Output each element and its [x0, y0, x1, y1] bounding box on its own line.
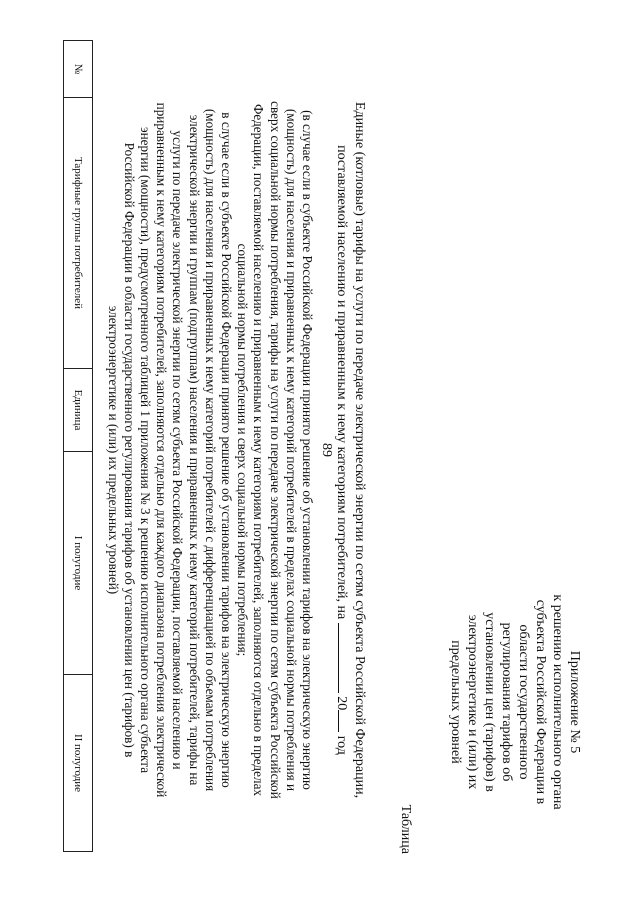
body-line: электроэнергетике и (или) их предельных уровней) — [105, 305, 121, 595]
title-line-2-end: год — [334, 735, 349, 755]
appendix-line: Приложение № 5 — [567, 650, 582, 754]
body-line: социальной нормы потребления и сверх социальной нормы потребления; — [235, 243, 251, 657]
title-line-1: Единые (котловые) тарифы на услуги по передаче электрической энергии по сетям субъекта Российской Федерации, — [352, 101, 367, 799]
body-line: Федерации, поставляемой населению и приравненным к нему категориям потребителей, заполняются отдельно в пределах — [251, 103, 267, 797]
appendix-line: предельных уровней — [448, 640, 463, 764]
header-cell-first-half: I полугодие — [64, 452, 93, 675]
page-number: 89 — [319, 443, 334, 457]
body-line: приравненным к нему категориям потребителей, заполняются отдельно для каждого диапазона потребления электрической — [154, 102, 170, 798]
title-year: 20 — [334, 696, 349, 711]
appendix-line: электроэнергетике и (или) их — [465, 614, 480, 790]
appendix-block — [447, 552, 583, 852]
appendix-line: субъекта Российской Федерации в — [533, 599, 548, 805]
appendix-line: регулирования тарифов об — [499, 622, 514, 782]
appendix-line: установлении цен (тарифов) в — [482, 612, 497, 792]
body-line: (мощность) для населения и приравненных к нему категорий потребителей в пределах социальной нормы потребления и — [283, 108, 299, 792]
document-title — [333, 40, 368, 860]
title-line-2-start: поставляемой населению и приравненным к нему категориям потребителей, на — [334, 145, 349, 620]
body-line: (в случае если в субъекте Российской Федерации принято решение об установлении тарифов на электрическую энергию — [300, 110, 315, 790]
table-label: Таблица — [398, 804, 413, 854]
body-line: электрической энергии и группам (подгруппам) населения и приравненных к нему категорий потребителей, тарифы на — [186, 114, 202, 786]
body-line: Российской Федерации в области государственного регулирования тарифов об установлении цен (тарифов) в — [121, 142, 137, 758]
table-row — [64, 41, 93, 852]
body-line: сверх социальной нормы потребления, тарифы на услуги по передаче электрической энергии по сетям субъекта Российской — [267, 101, 283, 799]
tariff-table-header — [63, 40, 93, 852]
header-cell-number: № — [64, 41, 93, 98]
header-cell-groups: Тарифные группы потребителей — [64, 98, 93, 369]
appendix-line: области государственного — [516, 624, 531, 780]
body-line: (мощность) для населения и приравненных к нему категорий потребителей с дифференциацией по объемам потребления — [202, 108, 218, 792]
body-line: энергии (мощности), предусмотренного таблицей 1 приложения № 3 к решению исполнительного органа субъекта — [137, 126, 153, 774]
title-line-2 — [333, 40, 351, 860]
body-paragraph — [104, 40, 315, 860]
rotated-page-content — [63, 40, 583, 860]
appendix-line: к решению исполнительного органа — [550, 594, 565, 810]
header-cell-second-half: II полугодие — [64, 675, 93, 852]
header-cell-unit: Единица — [64, 369, 93, 452]
body-line: в случае если в субъекте Российской Федерации принято решение об установлении тарифов на электрическую энергию — [218, 112, 234, 788]
blank-line — [338, 623, 351, 693]
blank-line — [338, 710, 351, 732]
body-line: услуги по передаче электрической энергии по сетям субъекта Российской Федерации, поставляемой населению и — [170, 130, 186, 770]
